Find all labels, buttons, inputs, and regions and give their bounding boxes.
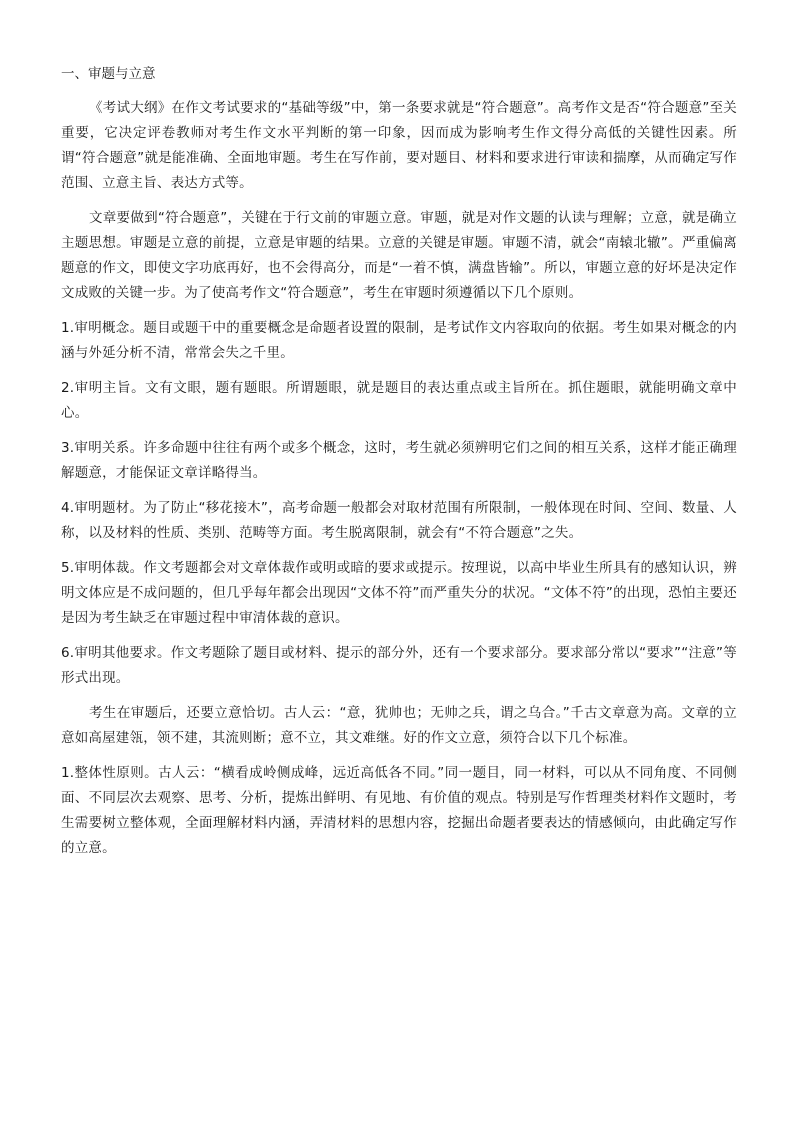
topic-paragraph: 文章要做到“符合题意”，关键在于行文前的审题立意。审题，就是对作文题的认读与理解；立意，就是确立主题思想。审题是立意的前提，立意是审题的结果。立意的关键是审题。审题不清，就会“南辕北辙”。严重偏离题意的作文，即使文字功底再好，也不会得高分，而是“一着不慎，满盘皆输”。所以，审题立意的好坏是决定作文成败的关键一步。为了使高考作文“符合题意”，考生在审题时须遵循以下几个原则。 [61,210,737,301]
document-page [61,62,737,871]
principle-material: 4.审明题材。为了防止“移花接木”，高考命题一般都会对取材范围有所限制，一般体现在时间、空间、数量、人称，以及材料的性质、类别、范畴等方面。考生脱离限制，就会有“不符合题意”之失。 [61,500,737,541]
standard-integrity: 1.整体性原则。古人云：“横看成岭侧成峰，远近高低各不同。”同一题目，同一材料，可以从不同角度、不同侧面、不同层次去观察、思考、分析，提炼出鲜明、有见地、有价值的观点。特别是写作哲理类材料作文题时，考生需要树立整体观，全面理解材料内涵，弄清材料的思想内容，挖掘出命题者要表达的情感倾向，由此确定写作的立意。 [61,765,737,856]
section-heading: 一、审题与立意 [61,66,156,82]
principle-concept: 1.审明概念。题目或题干中的重要概念是命题者设置的限制，是考试作文内容取向的依据。考生如果对概念的内涵与外延分析不清，常常会失之千里。 [61,320,737,361]
principle-theme: 2.审明主旨。文有文眼，题有题眼。所谓题眼，就是题目的表达重点或主旨所在。抓住题眼，就能明确文章中心。 [61,380,737,421]
intro-paragraph: 《考试大纲》在作文考试要求的“基础等级”中，第一条要求就是“符合题意”。高考作文是否“符合题意”至关重要，它决定评卷教师对考生作文水平判断的第一印象，因而成为影响考生作文得分高低的关键性因素。所谓“符合题意”就是能准确、全面地审题。考生在写作前，要对题目、材料和要求进行审读和揣摩，从而确定写作范围、立意主旨、表达方式等。 [61,100,737,191]
principle-other: 6.审明其他要求。作文考题除了题目或材料、提示的部分外，还有一个要求部分。要求部分常以“要求”“注意”等形式出现。 [61,645,737,686]
conception-paragraph: 考生在审题后，还要立意恰切。古人云：“意，犹帅也；无帅之兵，谓之乌合。”千古文章意为高。文章的立意如高屋建瓴，领不建，其流则断；意不立，其文难继。好的作文立意，须符合以下几个标准。 [61,705,737,746]
principle-genre: 5.审明体裁。作文考题都会对文章体裁作或明或暗的要求或提示。按理说，以高中毕业生所具有的感知认识，辨明文体应是不成问题的，但几乎每年都会出现因“文体不符”而严重失分的状况。“文体不符”的出现，恐怕主要还是因为考生缺乏在审题过程中审清体裁的意识。 [61,560,737,626]
principle-relation: 3.审明关系。许多命题中往往有两个或多个概念，这时，考生就必须辨明它们之间的相互关系，这样才能正确理解题意，才能保证文章详略得当。 [61,440,737,481]
